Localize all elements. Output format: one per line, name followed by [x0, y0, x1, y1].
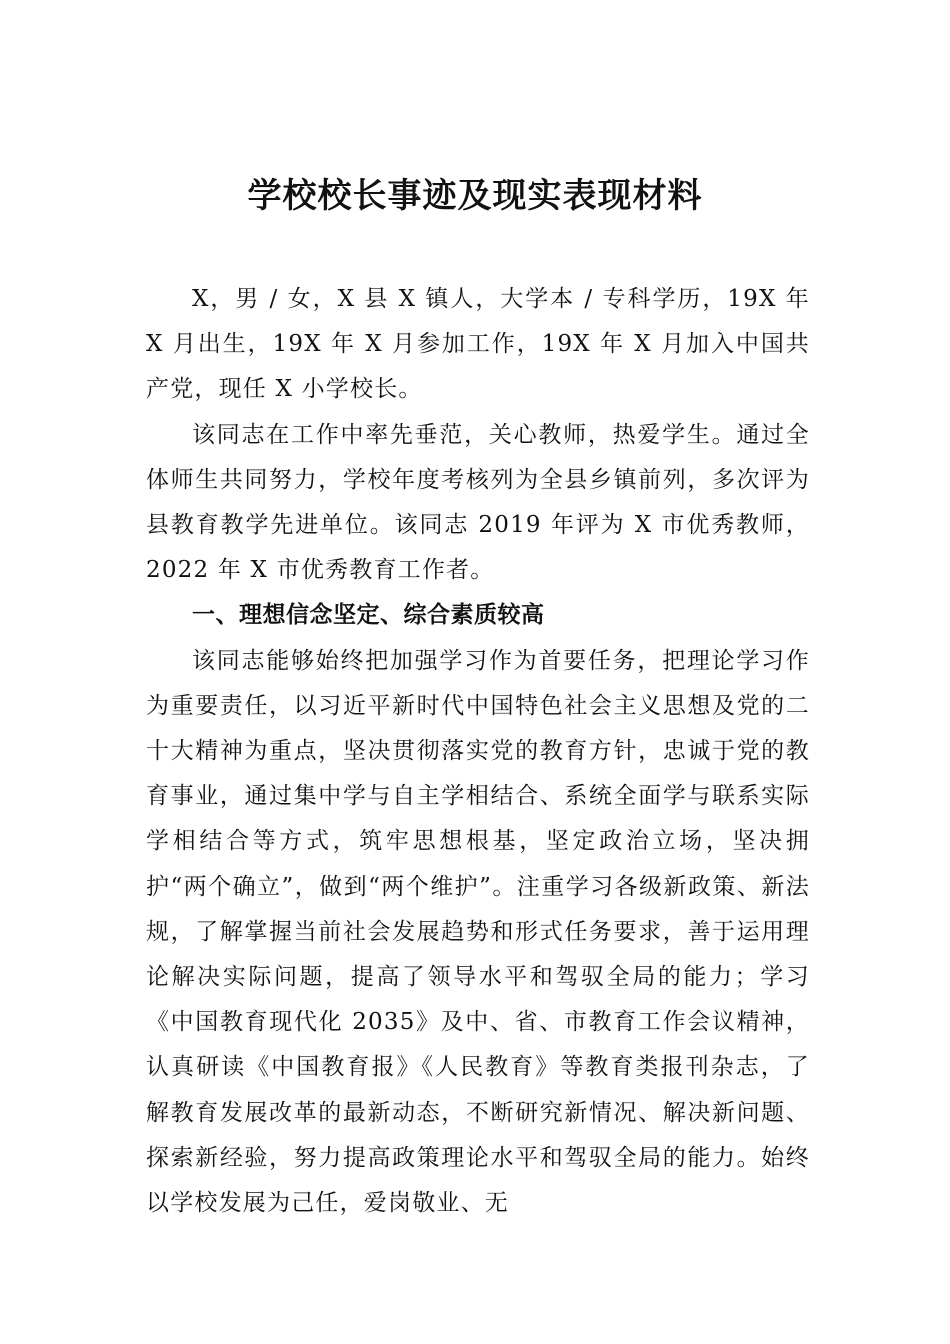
document-title: 学校校长事迹及现实表现材料	[247, 176, 703, 216]
document-body	[146, 277, 810, 1226]
section-paragraph: 该同志能够始终把加强学习作为首要任务，把理论学习作为重要责任，以习近平新时代中国特色社会主义思想及党的二十大精神为重点，坚决贯彻落实党的教育方针，忠诚于党的教育事业，通过集中学与自主学相结合、系统全面学与联系实际学相结合等方式，筑牢思想根基，坚定政治立场，坚决拥护“两个确立”，做到“两个维护”。注重学习各级新政策、新法规，了解掌握当前社会发展趋势和形式任务要求，善于运用理论解决实际问题，提高了领导水平和驾驭全局的能力；学习《中国教育现代化 2035》及中、省、市教育工作会议精神，认真研读《中国教育报》《人民教育》等教育类报刊杂志，了解教育发展改革的最新动态，不断研究新情况、解决新问题、探索新经验，努力提高政策理论水平和驾驭全局的能力。始终以学校发展为己任，爱岗敬业、无	[146, 647, 810, 1217]
intro-paragraph: X，男 / 女，X 县 X 镇人，大学本 / 专科学历，19X 年 X 月出生，19X 年 X 月参加工作，19X 年 X 月加入中国共产党，现任 X 小学校长。	[146, 286, 810, 403]
achievement-paragraph: 该同志在工作中率先垂范，关心教师，热爱学生。通过全体师生共同努力，学校年度考核列为全县乡镇前列，多次评为县教育教学先进单位。该同志 2019 年评为 X 市优秀教师，2022 年 X 市优秀教育工作者。	[146, 421, 810, 584]
section-heading: 一、理想信念坚定、综合素质较高	[192, 602, 545, 629]
